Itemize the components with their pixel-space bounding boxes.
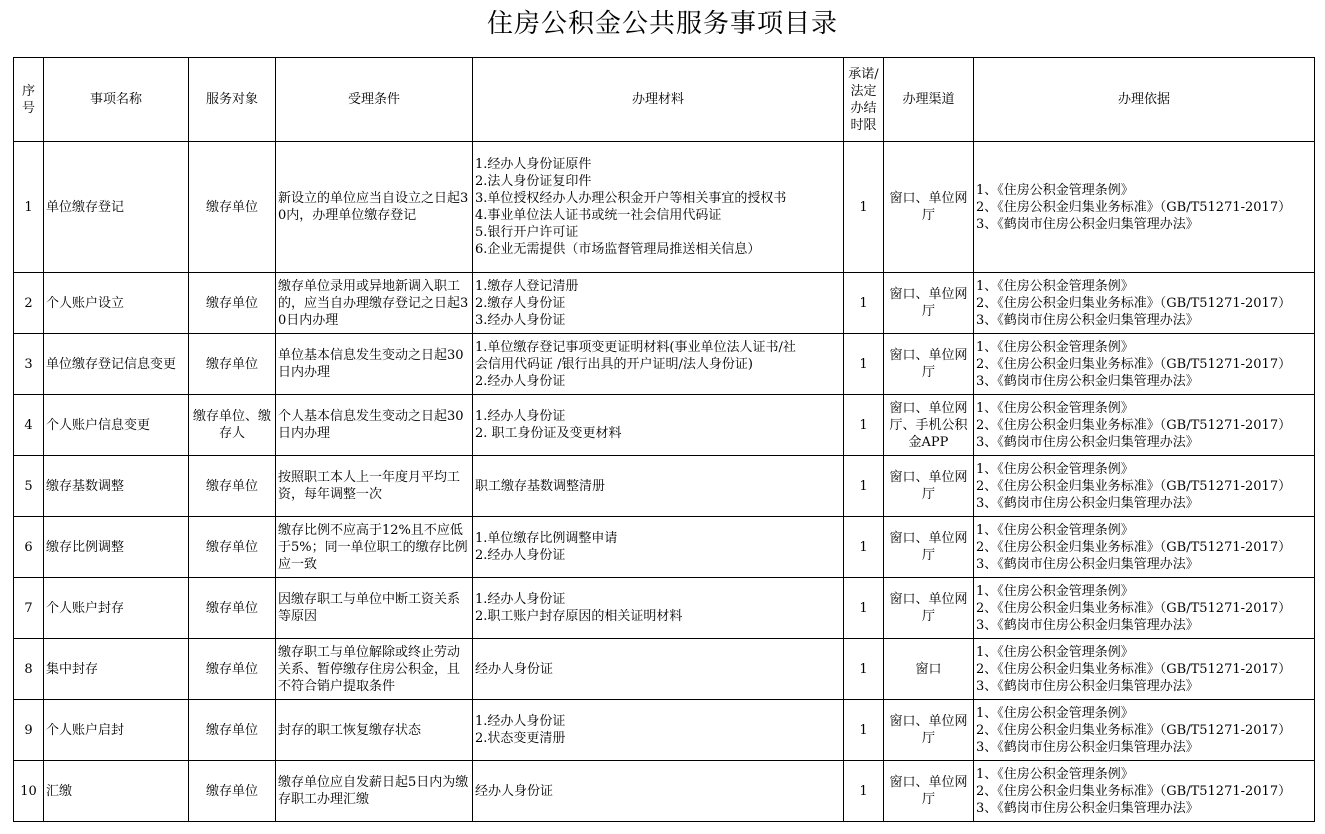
table-row — [14, 761, 1315, 822]
cell-channel: 窗口、单位网厅 — [884, 700, 974, 761]
cell-materials — [473, 578, 844, 639]
cell-basis-line: 2、《住房公积金归集业务标准》（GB/T51271-2017） — [976, 661, 1292, 677]
cell-basis — [974, 456, 1315, 517]
cell-target: 缴存单位、缴存人 — [189, 395, 276, 456]
cell-basis-line: 1、《住房公积金管理条例》 — [976, 400, 1134, 416]
cell-materials-line: 2.法人身份证复印件 — [475, 174, 592, 189]
cell-basis-line: 3、《鹤岗市住房公积金归集管理办法》 — [976, 739, 1199, 755]
table-header-row — [14, 58, 1315, 142]
cell-channel: 窗口、单位网厅 — [884, 273, 974, 334]
cell-name: 个人账户封存 — [44, 578, 189, 639]
cell-time-limit: 1 — [844, 761, 884, 822]
cell-materials-line: 2.缴存人身份证 — [475, 295, 566, 311]
cell-time-limit: 1 — [844, 578, 884, 639]
table-row — [14, 578, 1315, 639]
cell-materials-line: 职工缴存基数调整清册 — [475, 478, 606, 494]
table-row — [14, 334, 1315, 395]
cell-target: 缴存单位 — [189, 334, 276, 395]
cell-materials-line: 1.单位缴存登记事项变更证明材料(事业单位法人证书/社 — [475, 339, 796, 355]
cell-materials-line: 2.职工账户封存原因的相关证明材料 — [475, 609, 683, 624]
cell-condition: 缴存单位应自发薪日起5日内为缴存职工办理汇缴 — [276, 761, 473, 822]
cell-condition: 按照职工本人上一年度月平均工资，每年调整一次 — [276, 456, 473, 517]
cell-materials-line: 5.银行开户许可证 — [475, 225, 579, 240]
cell-basis — [974, 700, 1315, 761]
cell-seq: 6 — [14, 517, 44, 578]
cell-seq: 5 — [14, 456, 44, 517]
cell-materials-line: 6.企业无需提供（市场监督管理局推送相关信息） — [475, 242, 761, 257]
cell-basis-line: 2、《住房公积金归集业务标准》（GB/T51271-2017） — [976, 783, 1292, 799]
cell-basis-line: 3、《鹤岗市住房公积金归集管理办法》 — [976, 373, 1199, 389]
cell-basis-line: 1、《住房公积金管理条例》 — [976, 644, 1134, 660]
cell-channel: 窗口、单位网厅 — [884, 142, 974, 273]
cell-materials-line: 1.缴存人登记清册 — [475, 278, 579, 294]
cell-materials-line: 会信用代码证 /银行出具的开户证明/法人身份证) — [475, 356, 753, 372]
cell-seq: 10 — [14, 761, 44, 822]
cell-basis-line: 1、《住房公积金管理条例》 — [976, 278, 1134, 294]
cell-name: 个人账户设立 — [44, 273, 189, 334]
cell-seq: 7 — [14, 578, 44, 639]
cell-channel: 窗口 — [884, 639, 974, 700]
cell-basis-line: 3、《鹤岗市住房公积金归集管理办法》 — [976, 556, 1199, 572]
table-row — [14, 639, 1315, 700]
cell-basis-line: 1、《住房公积金管理条例》 — [976, 461, 1134, 477]
table-row — [14, 517, 1315, 578]
cell-target: 缴存单位 — [189, 761, 276, 822]
cell-target: 缴存单位 — [189, 517, 276, 578]
cell-target: 缴存单位 — [189, 142, 276, 273]
cell-basis-line: 2、《住房公积金归集业务标准》（GB/T51271-2017） — [976, 539, 1292, 555]
cell-basis-line: 2、《住房公积金归集业务标准》（GB/T51271-2017） — [976, 356, 1292, 372]
cell-time-limit: 1 — [844, 639, 884, 700]
cell-time-limit: 1 — [844, 273, 884, 334]
header-basis: 办理依据 — [974, 58, 1315, 142]
cell-materials-line: 2.经办人身份证 — [475, 548, 566, 563]
cell-materials — [473, 456, 844, 517]
cell-basis-line: 1、《住房公积金管理条例》 — [976, 705, 1134, 721]
cell-basis-line: 1、《住房公积金管理条例》 — [976, 766, 1134, 782]
cell-time-limit: 1 — [844, 517, 884, 578]
header-condition: 受理条件 — [276, 58, 473, 142]
table-row — [14, 273, 1315, 334]
cell-materials-line: 1.经办人身份证 — [475, 592, 566, 607]
table-row — [14, 395, 1315, 456]
cell-target: 缴存单位 — [189, 700, 276, 761]
cell-basis-line: 2、《住房公积金归集业务标准》（GB/T51271-2017） — [976, 417, 1292, 433]
cell-condition: 新设立的单位应当自设立之日起30内，办理单位缴存登记 — [276, 142, 473, 273]
cell-name: 单位缴存登记 — [44, 142, 189, 273]
cell-basis-line: 3、《鹤岗市住房公积金归集管理办法》 — [976, 434, 1199, 450]
cell-time-limit: 1 — [844, 395, 884, 456]
cell-materials-line: 3.经办人身份证 — [475, 312, 566, 328]
cell-materials — [473, 761, 844, 822]
cell-channel: 窗口、单位网厅 — [884, 456, 974, 517]
cell-seq: 3 — [14, 334, 44, 395]
cell-name: 集中封存 — [44, 639, 189, 700]
cell-target: 缴存单位 — [189, 273, 276, 334]
cell-seq: 9 — [14, 700, 44, 761]
cell-name: 缴存基数调整 — [44, 456, 189, 517]
cell-name: 汇缴 — [44, 761, 189, 822]
table-body — [14, 142, 1315, 822]
service-catalog-table — [13, 57, 1315, 822]
cell-materials — [473, 142, 844, 273]
cell-seq: 4 — [14, 395, 44, 456]
cell-target: 缴存单位 — [189, 639, 276, 700]
cell-time-limit: 1 — [844, 334, 884, 395]
header-target: 服务对象 — [189, 58, 276, 142]
cell-channel: 窗口、单位网厅 — [884, 517, 974, 578]
cell-materials-line: 3.单位授权经办人办理公积金开户等相关事宜的授权书 — [475, 191, 787, 206]
cell-basis-line: 3、《鹤岗市住房公积金归集管理办法》 — [976, 800, 1199, 816]
cell-basis-line: 3、《鹤岗市住房公积金归集管理办法》 — [976, 216, 1199, 232]
cell-basis-line: 1、《住房公积金管理条例》 — [976, 339, 1134, 355]
cell-basis-line: 2、《住房公积金归集业务标准》（GB/T51271-2017） — [976, 478, 1292, 494]
cell-basis — [974, 142, 1315, 273]
cell-time-limit: 1 — [844, 700, 884, 761]
cell-basis-line: 2、《住房公积金归集业务标准》（GB/T51271-2017） — [976, 600, 1292, 616]
cell-condition: 个人基本信息发生变动之日起30日内办理 — [276, 395, 473, 456]
header-name: 事项名称 — [44, 58, 189, 142]
cell-name: 个人账户信息变更 — [44, 395, 189, 456]
cell-condition: 缴存职工与单位解除或终止劳动关系、暂停缴存住房公积金，且不符合销户提取条件 — [276, 639, 473, 700]
cell-basis-line: 1、《住房公积金管理条例》 — [976, 522, 1134, 538]
header-seq: 序号 — [14, 58, 44, 142]
cell-materials-line: 1.经办人身份证原件 — [475, 157, 592, 172]
table-row — [14, 456, 1315, 517]
cell-basis-line: 2、《住房公积金归集业务标准》（GB/T51271-2017） — [976, 722, 1292, 738]
cell-seq: 2 — [14, 273, 44, 334]
cell-materials — [473, 700, 844, 761]
cell-channel: 窗口、单位网厅 — [884, 578, 974, 639]
cell-time-limit: 1 — [844, 142, 884, 273]
cell-time-limit: 1 — [844, 456, 884, 517]
cell-materials — [473, 517, 844, 578]
cell-channel: 窗口、单位网厅 — [884, 334, 974, 395]
cell-basis-line: 1、《住房公积金管理条例》 — [976, 583, 1134, 599]
table-row — [14, 700, 1315, 761]
cell-basis — [974, 578, 1315, 639]
cell-seq: 1 — [14, 142, 44, 273]
table-row — [14, 142, 1315, 273]
header-time-limit: 承诺/法定办结时限 — [844, 58, 884, 142]
cell-condition: 缴存比例不应高于12%且不应低于5%；同一单位职工的缴存比例应一致 — [276, 517, 473, 578]
cell-basis — [974, 334, 1315, 395]
cell-name: 个人账户启封 — [44, 700, 189, 761]
cell-materials-line: 1.单位缴存比例调整申请 — [475, 531, 618, 546]
cell-condition: 封存的职工恢复缴存状态 — [276, 700, 473, 761]
cell-materials-line: 2. 职工身份证及变更材料 — [475, 426, 622, 441]
cell-basis-line: 2、《住房公积金归集业务标准》（GB/T51271-2017） — [976, 199, 1292, 215]
cell-target: 缴存单位 — [189, 456, 276, 517]
cell-basis — [974, 395, 1315, 456]
cell-basis — [974, 639, 1315, 700]
cell-channel: 窗口、单位网厅 — [884, 761, 974, 822]
header-materials: 办理材料 — [473, 58, 844, 142]
cell-basis-line: 3、《鹤岗市住房公积金归集管理办法》 — [976, 312, 1199, 328]
cell-basis — [974, 761, 1315, 822]
cell-basis-line: 2、《住房公积金归集业务标准》（GB/T51271-2017） — [976, 295, 1292, 311]
cell-basis-line: 1、《住房公积金管理条例》 — [976, 182, 1134, 198]
cell-basis — [974, 517, 1315, 578]
cell-name: 单位缴存登记信息变更 — [44, 334, 189, 395]
cell-channel: 窗口、单位网厅、手机公积金APP — [884, 395, 974, 456]
cell-basis-line: 3、《鹤岗市住房公积金归集管理办法》 — [976, 617, 1199, 633]
cell-basis — [974, 273, 1315, 334]
cell-materials — [473, 639, 844, 700]
cell-materials — [473, 334, 844, 395]
cell-basis-line: 3、《鹤岗市住房公积金归集管理办法》 — [976, 678, 1199, 694]
cell-materials-line: 4.事业单位法人证书或统一社会信用代码证 — [475, 208, 722, 223]
cell-materials — [473, 273, 844, 334]
cell-materials-line: 经办人身份证 — [475, 661, 554, 677]
cell-seq: 8 — [14, 639, 44, 700]
cell-target: 缴存单位 — [189, 578, 276, 639]
cell-materials-line: 1.经办人身份证 — [475, 409, 566, 424]
cell-condition: 单位基本信息发生变动之日起30日内办理 — [276, 334, 473, 395]
cell-materials-line: 2.状态变更清册 — [475, 731, 566, 746]
page-title: 住房公积金公共服务事项目录 — [486, 9, 838, 39]
header-channel: 办理渠道 — [884, 58, 974, 142]
cell-materials-line: 2.经办人身份证 — [475, 373, 566, 389]
cell-basis-line: 3、《鹤岗市住房公积金归集管理办法》 — [976, 495, 1199, 511]
cell-materials — [473, 395, 844, 456]
cell-materials-line: 1.经办人身份证 — [475, 714, 566, 729]
cell-materials-line: 经办人身份证 — [475, 783, 554, 799]
cell-name: 缴存比例调整 — [44, 517, 189, 578]
cell-condition: 缴存单位录用或异地新调入职工的，应当自办理缴存登记之日起30日内办理 — [276, 273, 473, 334]
cell-condition: 因缴存职工与单位中断工资关系等原因 — [276, 578, 473, 639]
